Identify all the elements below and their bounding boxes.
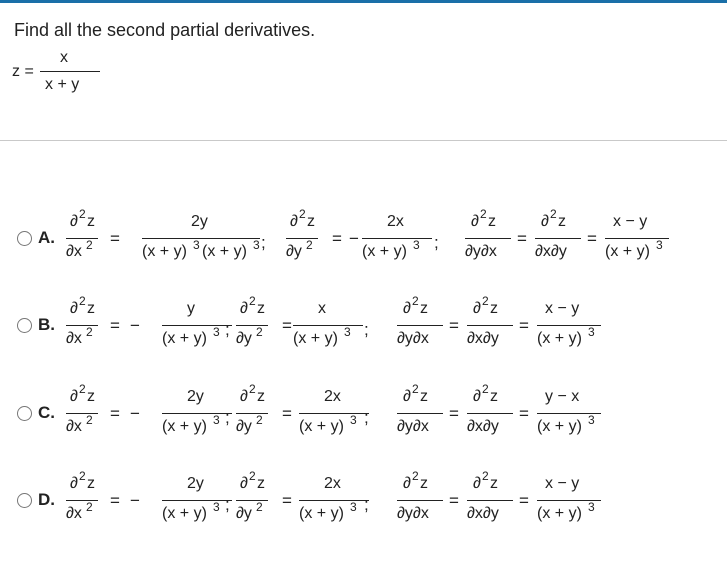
- given-lhs: z =: [12, 63, 34, 80]
- separator: ;: [225, 495, 230, 514]
- partial-var-z: z: [420, 388, 428, 405]
- partial-denominator: ∂x∂y: [535, 243, 567, 260]
- fraction-denominator: (x + y): [162, 418, 207, 435]
- equals-sign: =: [519, 491, 529, 510]
- fraction-numerator: 2y: [187, 475, 204, 492]
- partial-symbol: ∂: [541, 213, 549, 230]
- partial-var-z: z: [307, 213, 315, 230]
- partial-symbol: ∂: [473, 475, 481, 492]
- partial-denominator: ∂x: [66, 505, 82, 522]
- partial-denominator: ∂y: [236, 330, 252, 347]
- partial-order: 2: [249, 469, 256, 483]
- equals-sign: =: [282, 316, 292, 335]
- partial-var-z: z: [558, 213, 566, 230]
- fraction-denominator: (x + y): [362, 243, 407, 260]
- separator: ;: [261, 233, 266, 252]
- equals-sign: =: [110, 491, 120, 510]
- partial-symbol: ∂: [240, 300, 248, 317]
- power-exponent: 3: [213, 500, 220, 514]
- option-radio[interactable]: [17, 493, 32, 508]
- equals-sign: =: [449, 404, 459, 423]
- fraction-bar: [162, 500, 232, 501]
- fraction-numerator: 2y: [187, 388, 204, 405]
- partial-order: 2: [79, 469, 86, 483]
- equals-sign: =: [282, 491, 292, 510]
- sign: −: [130, 316, 140, 335]
- fraction-denominator: (x + y): [537, 418, 582, 435]
- partial-var-z: z: [87, 300, 95, 317]
- fraction-bar: [236, 500, 268, 501]
- partial-denominator: ∂x: [66, 330, 82, 347]
- partial-order: 2: [482, 469, 489, 483]
- partial-denominator-order: 2: [86, 325, 93, 339]
- separator: ;: [364, 320, 369, 339]
- fraction-bar: [397, 500, 443, 501]
- fraction-denominator-tail: (x + y): [202, 243, 247, 260]
- partial-symbol: ∂: [70, 300, 78, 317]
- fraction-denominator: (x + y): [537, 505, 582, 522]
- partial-denominator: ∂x∂y: [467, 330, 499, 347]
- power-exponent: 3: [350, 500, 357, 514]
- partial-symbol: ∂: [70, 388, 78, 405]
- partial-symbol: ∂: [70, 213, 78, 230]
- equals-sign: =: [110, 404, 120, 423]
- partial-symbol: ∂: [403, 475, 411, 492]
- equals-sign: =: [110, 229, 120, 248]
- partial-order: 2: [79, 382, 86, 396]
- sign: −: [130, 404, 140, 423]
- partial-order: 2: [79, 294, 86, 308]
- partial-var-z: z: [87, 475, 95, 492]
- fraction-denominator: (x + y): [299, 418, 344, 435]
- fraction-numerator: x − y: [613, 213, 648, 230]
- partial-var-z: z: [257, 300, 265, 317]
- fraction-numerator: 2x: [324, 388, 341, 405]
- partial-denominator: ∂y: [286, 243, 302, 260]
- partial-denominator-order: 2: [86, 238, 93, 252]
- power-exponent: 3: [213, 413, 220, 427]
- partial-denominator: ∂y: [236, 418, 252, 435]
- partial-denominator: ∂y∂x: [397, 330, 429, 347]
- partial-symbol: ∂: [473, 300, 481, 317]
- power-exponent: 3: [213, 325, 220, 339]
- partial-var-z: z: [420, 300, 428, 317]
- equals-sign: =: [587, 229, 597, 248]
- equals-sign: =: [519, 316, 529, 335]
- partial-denominator: ∂x∂y: [467, 418, 499, 435]
- partial-denominator: ∂x∂y: [467, 505, 499, 522]
- partial-denominator-order: 2: [86, 500, 93, 514]
- partial-denominator: ∂y: [236, 505, 252, 522]
- fraction-numerator: y: [187, 300, 195, 317]
- partial-symbol: ∂: [70, 475, 78, 492]
- separator: ;: [225, 320, 230, 339]
- partial-symbol: ∂: [403, 388, 411, 405]
- power-exponent: 3: [656, 238, 663, 252]
- partial-var-z: z: [257, 475, 265, 492]
- fraction-bar: [66, 500, 98, 501]
- equals-sign: =: [519, 404, 529, 423]
- option-letter: C.: [38, 403, 55, 422]
- partial-denominator-order: 2: [256, 325, 263, 339]
- equals-sign: =: [110, 316, 120, 335]
- fraction-denominator: (x + y): [162, 505, 207, 522]
- sign: −: [349, 229, 359, 248]
- equals-sign: =: [282, 404, 292, 423]
- given-numerator: x: [60, 49, 68, 66]
- partial-order: 2: [249, 382, 256, 396]
- partial-order: 2: [299, 207, 306, 221]
- partial-var-z: z: [87, 213, 95, 230]
- partial-symbol: ∂: [290, 213, 298, 230]
- separator: ;: [434, 233, 439, 252]
- power-exponent: 3: [588, 413, 595, 427]
- fraction-numerator: y − x: [545, 388, 580, 405]
- partial-symbol: ∂: [473, 388, 481, 405]
- option-letter: D.: [38, 490, 55, 509]
- partial-var-z: z: [490, 388, 498, 405]
- partial-var-z: z: [87, 388, 95, 405]
- fraction-denominator: (x + y): [299, 505, 344, 522]
- partial-order: 2: [550, 207, 557, 221]
- question-text: Find all the second partial derivatives.: [14, 20, 316, 40]
- power-exponent: 3: [253, 238, 260, 252]
- partial-order: 2: [480, 207, 487, 221]
- separator: ;: [364, 408, 369, 427]
- partial-denominator-order: 2: [306, 238, 313, 252]
- fraction-denominator: (x + y): [142, 243, 187, 260]
- partial-denominator-order: 2: [256, 413, 263, 427]
- equals-sign: =: [517, 229, 527, 248]
- partial-symbol: ∂: [471, 213, 479, 230]
- partial-symbol: ∂: [240, 475, 248, 492]
- fraction-numerator: 2x: [324, 475, 341, 492]
- power-exponent: 3: [588, 325, 595, 339]
- power-exponent: 3: [588, 500, 595, 514]
- fraction-bar: [299, 500, 369, 501]
- equals-sign: =: [449, 316, 459, 335]
- partial-denominator-order: 2: [86, 413, 93, 427]
- fraction-numerator: 2y: [191, 213, 208, 230]
- partial-order: 2: [249, 294, 256, 308]
- partial-order: 2: [79, 207, 86, 221]
- partial-var-z: z: [257, 388, 265, 405]
- partial-order: 2: [412, 469, 419, 483]
- option-letter: B.: [38, 315, 55, 334]
- fraction-numerator: x: [318, 300, 326, 317]
- partial-denominator-order: 2: [256, 500, 263, 514]
- power-exponent: 3: [344, 325, 351, 339]
- partial-order: 2: [412, 294, 419, 308]
- separator: ;: [225, 408, 230, 427]
- partial-symbol: ∂: [403, 300, 411, 317]
- partial-var-z: z: [488, 213, 496, 230]
- power-exponent: 3: [413, 238, 420, 252]
- fraction-denominator: (x + y): [293, 330, 338, 347]
- sign: −: [130, 491, 140, 510]
- separator: ;: [364, 495, 369, 514]
- equals-sign: =: [332, 229, 342, 248]
- fraction-numerator: x − y: [545, 475, 580, 492]
- partial-order: 2: [482, 294, 489, 308]
- given-denominator: x + y: [45, 76, 80, 93]
- fraction-numerator: 2x: [387, 213, 404, 230]
- partial-denominator: ∂y∂x: [397, 418, 429, 435]
- power-exponent: 3: [193, 238, 200, 252]
- partial-denominator: ∂y∂x: [465, 243, 497, 260]
- fraction-numerator: x − y: [545, 300, 580, 317]
- fraction-denominator: (x + y): [162, 330, 207, 347]
- partial-order: 2: [482, 382, 489, 396]
- fraction-bar: [467, 500, 513, 501]
- partial-symbol: ∂: [240, 388, 248, 405]
- partial-var-z: z: [490, 475, 498, 492]
- power-exponent: 3: [350, 413, 357, 427]
- partial-denominator: ∂y∂x: [397, 505, 429, 522]
- option-letter: A.: [38, 228, 55, 247]
- partial-order: 2: [412, 382, 419, 396]
- fraction-denominator: (x + y): [605, 243, 650, 260]
- fraction-denominator: (x + y): [537, 330, 582, 347]
- equals-sign: =: [449, 491, 459, 510]
- partial-var-z: z: [490, 300, 498, 317]
- partial-denominator: ∂x: [66, 418, 82, 435]
- partial-denominator: ∂x: [66, 243, 82, 260]
- partial-var-z: z: [420, 475, 428, 492]
